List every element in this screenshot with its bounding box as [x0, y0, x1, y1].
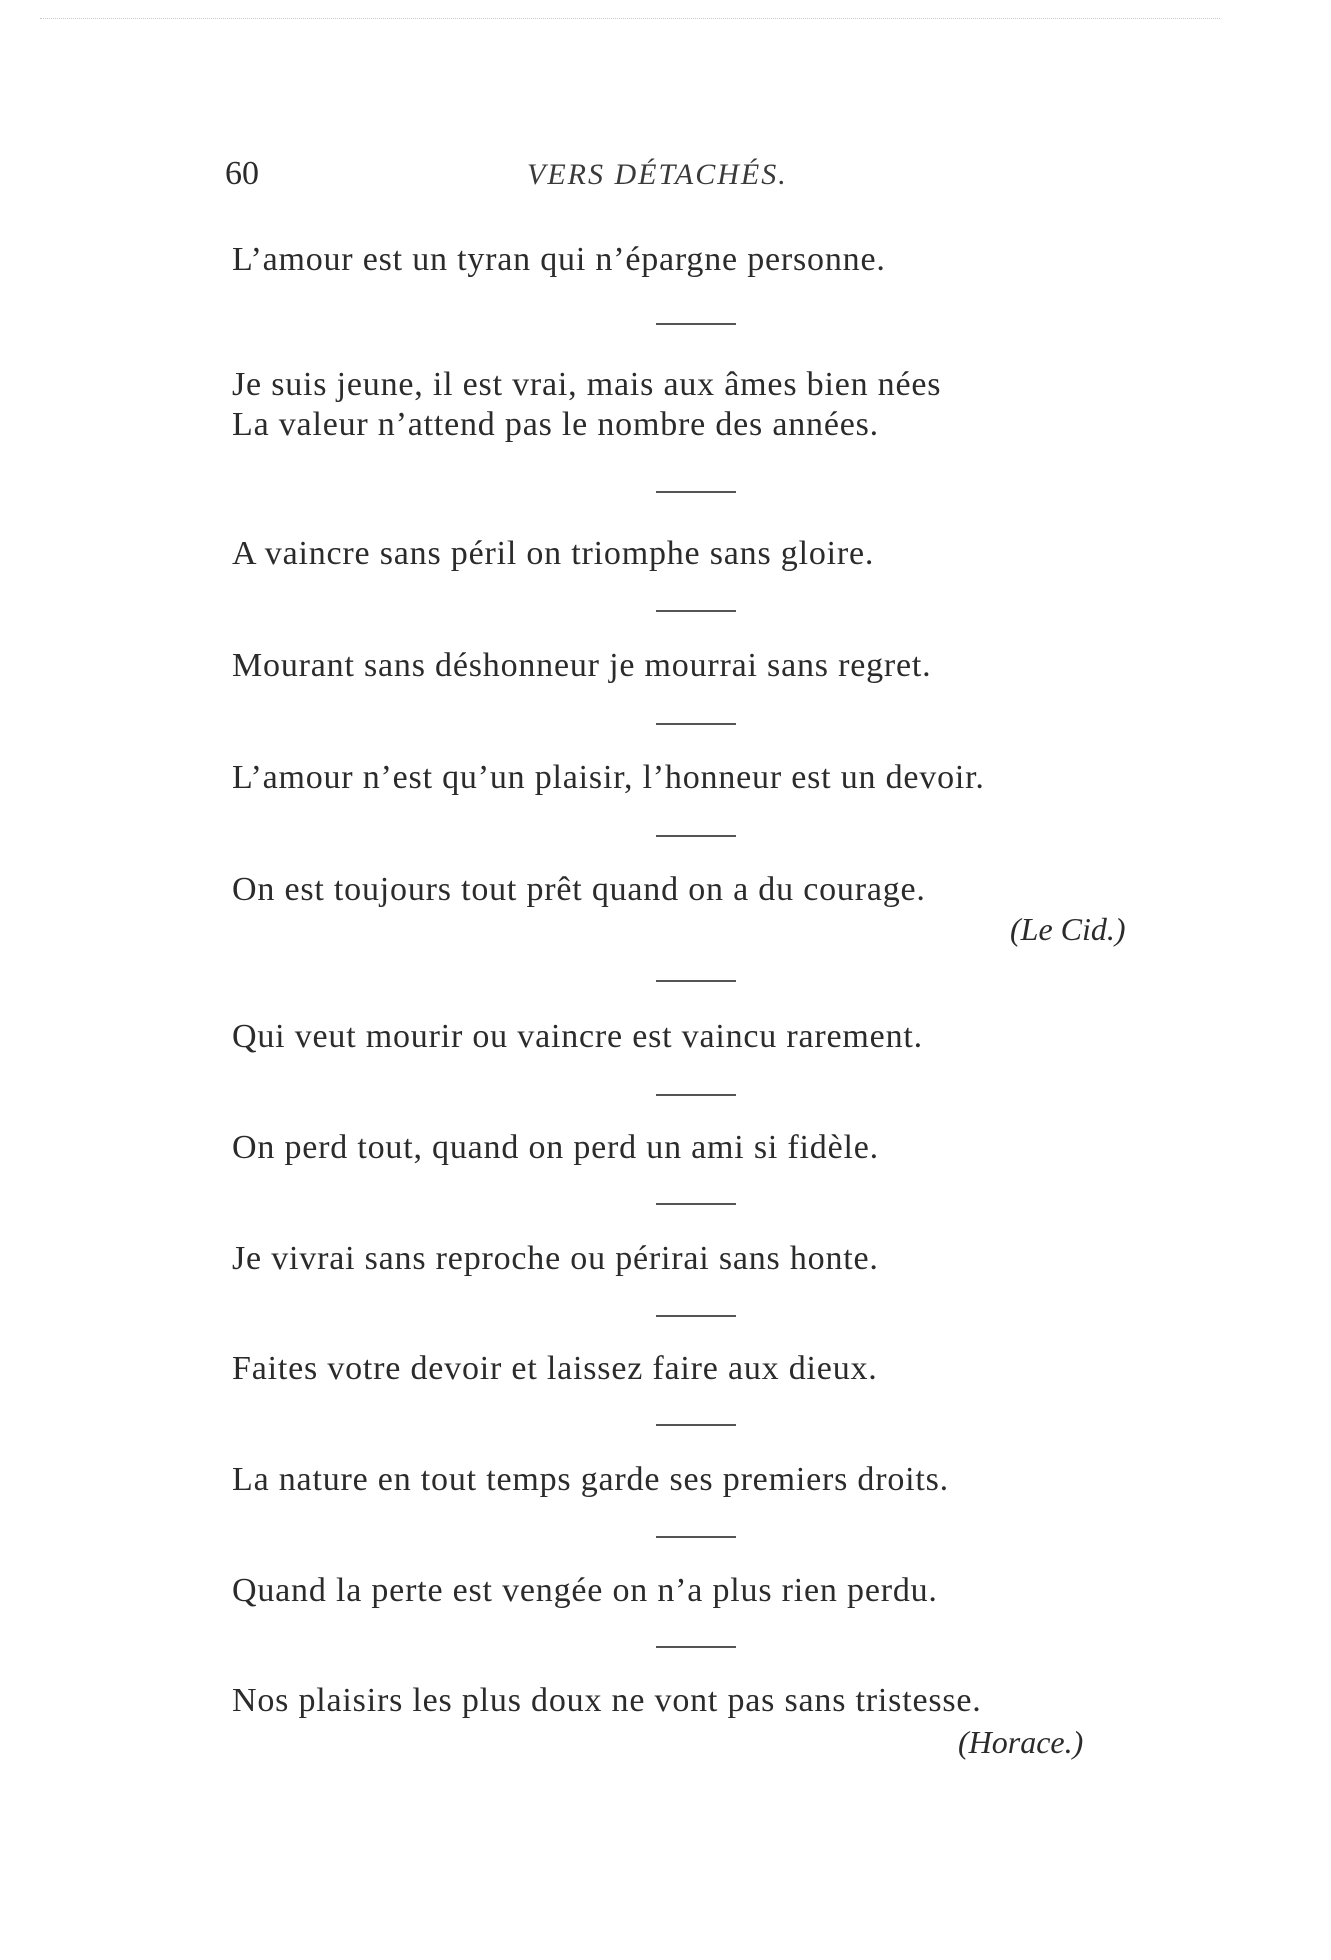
- separator-rule: [656, 1315, 736, 1317]
- separator-rule: [656, 1203, 736, 1205]
- running-head: VERS DÉTACHÉS.: [527, 158, 788, 191]
- verse-11: La nature en tout temps garde ses premiers droits.: [232, 1461, 949, 1498]
- verse-1: L’amour est un tyran qui n’épargne personne.: [232, 241, 886, 278]
- attribution-le-cid: (Le Cid.): [1010, 911, 1126, 947]
- verse-6: On est toujours tout prêt quand on a du courage.: [232, 871, 926, 908]
- separator-rule: [656, 1536, 736, 1538]
- verse-7: Qui veut mourir ou vaincre est vaincu rarement.: [232, 1018, 923, 1055]
- verse-9: Je vivrai sans reproche ou périrai sans honte.: [232, 1240, 879, 1277]
- verse-10: Faites votre devoir et laissez faire aux dieux.: [232, 1350, 878, 1387]
- verse-12: Quand la perte est vengée on n’a plus rien perdu.: [232, 1572, 938, 1609]
- separator-rule: [656, 610, 736, 612]
- separator-rule: [656, 835, 736, 837]
- separator-rule: [656, 723, 736, 725]
- verse-13: Nos plaisirs les plus doux ne vont pas sans tristesse.: [232, 1682, 982, 1719]
- separator-rule: [656, 1646, 736, 1648]
- verse-8: On perd tout, quand on perd un ami si fidèle.: [232, 1129, 879, 1166]
- verse-5: L’amour n’est qu’un plaisir, l’honneur est un devoir.: [232, 759, 985, 796]
- page-number: 60: [225, 155, 259, 192]
- attribution-horace: (Horace.): [958, 1724, 1084, 1760]
- verse-2-line-1: Je suis jeune, il est vrai, mais aux âmes bien nées: [232, 366, 942, 403]
- separator-rule: [656, 980, 736, 982]
- separator-rule: [656, 1424, 736, 1426]
- separator-rule: [656, 491, 736, 493]
- verse-4: Mourant sans déshonneur je mourrai sans regret.: [232, 647, 932, 684]
- verse-3: A vaincre sans péril on triomphe sans gloire.: [232, 535, 875, 572]
- scan-top-edge: [40, 18, 1220, 20]
- separator-rule: [656, 1094, 736, 1096]
- verse-2-line-2: La valeur n’attend pas le nombre des années.: [232, 406, 879, 443]
- separator-rule: [656, 323, 736, 325]
